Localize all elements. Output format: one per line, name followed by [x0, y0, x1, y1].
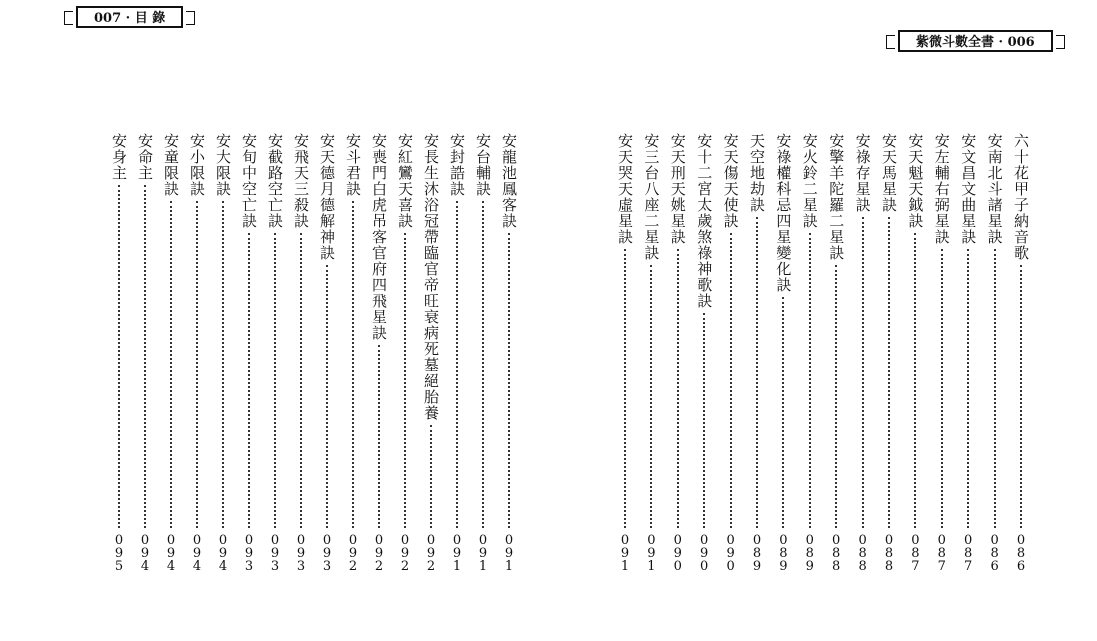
- dot-leader: [941, 249, 943, 528]
- toc-entry-page-number: 0 8 7: [911, 533, 920, 574]
- dot-leader: [430, 425, 432, 528]
- toc-entry-title: 安童限訣: [162, 133, 180, 197]
- toc-entry: [801, 133, 819, 573]
- toc-entry-page-number: 0 9 4: [218, 533, 228, 574]
- toc-entry: [827, 133, 845, 573]
- dot-leader: [378, 345, 380, 528]
- dot-leader: [1020, 265, 1022, 528]
- toc-entry: [933, 133, 951, 573]
- dot-leader: [118, 185, 120, 528]
- toc-entry: [448, 133, 466, 573]
- toc-entry-title: 天空地劫訣: [748, 133, 766, 213]
- toc-entry-title: 安擎羊陀羅二星訣: [827, 133, 846, 261]
- toc-entry: [292, 133, 310, 573]
- toc-entry-title: 安左輔右弼星訣: [932, 133, 951, 245]
- toc-entry-title: 安身主: [110, 133, 128, 181]
- page-number-badge-left: 007 · 目 錄: [76, 6, 183, 28]
- toc-entry: [748, 133, 766, 573]
- toc-entry-title: 安紅鸞天喜訣: [396, 133, 414, 229]
- toc-entry-title: 安天哭天虛星訣: [616, 133, 634, 245]
- toc-entry: [474, 133, 492, 573]
- toc-entry-title: 安天傷天使訣: [721, 133, 740, 229]
- toc-entry-page-number: 0 9 4: [140, 533, 150, 574]
- dot-leader: [482, 201, 484, 528]
- toc-entry-title: 安旬中空亡訣: [240, 133, 258, 229]
- toc-entry: [110, 133, 128, 573]
- dot-leader: [650, 265, 652, 528]
- dot-leader: [274, 233, 276, 528]
- toc-entry: [318, 133, 336, 573]
- dot-leader: [835, 265, 837, 528]
- toc-entry-page-number: 0 9 5: [114, 533, 124, 574]
- toc-entry-page-number: 0 9 2: [426, 533, 436, 574]
- toc-entry-page-number: 0 8 9: [752, 533, 762, 574]
- toc-entry-page-number: 0 8 6: [990, 533, 999, 574]
- toc-entry-title: 安天魁天鉞訣: [906, 133, 925, 229]
- toc-entry: [188, 133, 206, 573]
- toc-entry-page-number: 0 9 3: [296, 533, 306, 574]
- toc-entry-page-number: 0 8 9: [779, 533, 788, 574]
- toc-entry-page-number: 0 9 0: [673, 533, 682, 574]
- toc-entry-page-number: 0 9 2: [374, 533, 384, 574]
- toc-entry: [500, 133, 518, 573]
- toc-entry-title: 安台輔訣: [474, 133, 492, 197]
- dot-leader: [862, 217, 864, 528]
- dot-leader: [914, 233, 916, 528]
- toc-entry-title: 安天德月德解神訣: [318, 133, 336, 261]
- toc-entry-title: 六十花甲子納音歌: [1012, 133, 1030, 261]
- dot-leader: [170, 201, 172, 528]
- toc-entry: [669, 133, 687, 573]
- toc-entry-page-number: 0 8 7: [937, 533, 946, 574]
- toc-entry-title: 安天馬星訣: [880, 133, 898, 213]
- page-number-badge-right: 紫微斗數全書 · 006: [898, 30, 1053, 52]
- toc-entry-title: 安長生沐浴冠帶臨官帝旺衰病死墓絕胎養: [422, 133, 440, 421]
- dot-leader: [352, 201, 354, 528]
- toc-entry-page-number: 0 9 3: [322, 533, 332, 574]
- toc-entry-page-number: 0 8 8: [884, 533, 894, 574]
- dot-leader: [248, 233, 250, 528]
- toc-entry-page-number: 0 9 0: [726, 533, 735, 574]
- dot-leader: [624, 249, 626, 528]
- toc-entry: [162, 133, 180, 573]
- toc-entry-title: 安天刑天姚星訣: [668, 133, 687, 245]
- dot-leader: [222, 201, 224, 528]
- dot-leader: [508, 233, 510, 528]
- toc-entry-page-number: 0 9 1: [452, 533, 462, 574]
- dot-leader: [782, 297, 784, 528]
- toc-entry-page-number: 0 9 3: [244, 533, 254, 574]
- toc-entry: [959, 133, 977, 573]
- toc-entry-title: 安截路空亡訣: [266, 133, 284, 229]
- dot-leader: [888, 217, 890, 528]
- toc-entry-title: 安大限訣: [214, 133, 232, 197]
- toc-entry-title: 安十二宮太歲煞祿神歌訣: [695, 133, 714, 309]
- dot-leader: [677, 249, 679, 528]
- dot-leader: [756, 217, 758, 528]
- dot-leader: [456, 201, 458, 528]
- dot-leader: [967, 249, 969, 528]
- toc-entry-page-number: 0 8 8: [858, 533, 867, 574]
- toc-entry: [616, 133, 634, 573]
- toc-entry-title: 安斗君訣: [344, 133, 362, 197]
- toc-entry-page-number: 0 9 3: [270, 533, 280, 574]
- toc-entry-page-number: 0 9 1: [504, 533, 514, 574]
- dot-leader: [326, 265, 328, 528]
- toc-entry: [986, 133, 1004, 573]
- dot-leader: [703, 313, 705, 528]
- toc-entry-page-number: 0 8 6: [1016, 533, 1026, 574]
- toc-entry: [266, 133, 284, 573]
- toc-entry-page-number: 0 9 0: [700, 533, 709, 574]
- toc-entry: [422, 133, 440, 573]
- toc-entry: [396, 133, 414, 573]
- toc-entry-page-number: 0 9 2: [400, 533, 410, 574]
- toc-entry-page-number: 0 9 4: [192, 533, 202, 574]
- toc-entry-title: 安封誥訣: [448, 133, 466, 197]
- toc-entry: [1012, 133, 1030, 573]
- dot-leader: [809, 233, 811, 528]
- toc-entry-title: 安南北斗諸星訣: [985, 133, 1004, 245]
- toc-entry-page-number: 0 9 2: [348, 533, 358, 574]
- toc-entry: [136, 133, 154, 573]
- toc-entry-title: 安三台八座二星訣: [642, 133, 661, 261]
- toc-entry-title: 安火鈴二星訣: [800, 133, 819, 229]
- toc-entry: [722, 133, 740, 573]
- toc-entry: [880, 133, 898, 573]
- toc-entry-title: 安命主: [136, 133, 154, 181]
- toc-entry-title: 安喪門白虎吊客官府四飛星訣: [370, 133, 388, 341]
- toc-entry-title: 安龍池鳳客訣: [500, 133, 518, 229]
- dot-leader: [730, 233, 732, 528]
- dot-leader: [144, 185, 146, 528]
- toc-entry: [695, 133, 713, 573]
- toc-entry-page-number: 0 8 7: [964, 533, 973, 574]
- toc-entry-page-number: 0 9 1: [478, 533, 488, 574]
- toc-entry: [240, 133, 258, 573]
- toc-entry-title: 安祿權科忌四星變化訣: [774, 133, 793, 293]
- toc-entry: [906, 133, 924, 573]
- toc-entry-page-number: 0 9 1: [620, 533, 630, 574]
- toc-entry-title: 安飛天三殺訣: [292, 133, 310, 229]
- toc-entry: [214, 133, 232, 573]
- dot-leader: [994, 249, 996, 528]
- toc-entry: [344, 133, 362, 573]
- toc-entry-title: 安小限訣: [188, 133, 206, 197]
- dot-leader: [300, 233, 302, 528]
- toc-entry: [774, 133, 792, 573]
- toc-entry-title: 安文昌文曲星訣: [959, 133, 978, 245]
- toc-entry-page-number: 0 9 1: [647, 533, 656, 574]
- toc-entry-page-number: 0 9 4: [166, 533, 176, 574]
- toc-entry: [854, 133, 872, 573]
- toc-entry-page-number: 0 8 8: [832, 533, 841, 574]
- toc-entry-page-number: 0 8 9: [805, 533, 814, 574]
- toc-entry-title: 安祿存星訣: [853, 133, 872, 213]
- dot-leader: [196, 201, 198, 528]
- dot-leader: [404, 233, 406, 528]
- toc-entry: [370, 133, 388, 573]
- toc-entry: [642, 133, 660, 573]
